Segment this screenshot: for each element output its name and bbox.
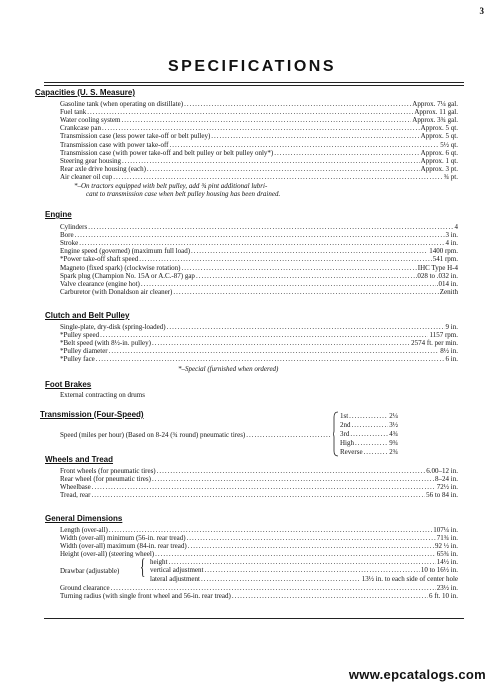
- dot-leader: [75, 231, 445, 239]
- clutch-row: [60, 347, 458, 355]
- dot-leader: [100, 331, 428, 339]
- gear-speed: 2¾: [389, 448, 398, 456]
- dot-leader: [141, 280, 436, 288]
- wheels-heading: Wheels and Tread: [45, 455, 114, 464]
- engine-row: [60, 264, 458, 272]
- transmission-speed-row: [60, 431, 332, 439]
- title-rule-bottom: [44, 85, 464, 86]
- gear-speed: 3½: [389, 421, 398, 429]
- engine-heading: Engine: [45, 210, 72, 219]
- dot-leader: [139, 255, 432, 263]
- dot-leader: [79, 239, 444, 247]
- engine-row: [60, 223, 458, 231]
- transmission-brace: [333, 411, 339, 457]
- dot-leader: [111, 584, 436, 592]
- drawbar-row: [150, 558, 458, 566]
- dot-leader: [232, 592, 428, 600]
- capacity-row: [60, 132, 458, 140]
- engine-value: 3 in.: [445, 231, 458, 240]
- dot-leader: [364, 448, 389, 456]
- capacity-row: [60, 141, 458, 149]
- dimension-label: Width (over-all) maximum (84-in. rear tread): [60, 542, 187, 551]
- page-number: 3: [479, 6, 484, 16]
- drawbar-label: Drawbar (adjustable): [60, 567, 120, 575]
- wheel-row: [60, 483, 458, 491]
- dot-leader: [182, 264, 417, 272]
- clutch-label: *Pulley diameter: [60, 347, 108, 356]
- dot-leader: [169, 141, 439, 149]
- clutch-value: 6 in.: [445, 355, 458, 364]
- capacity-row: [60, 108, 458, 116]
- engine-value: Zenith: [439, 287, 458, 296]
- dot-leader: [173, 288, 438, 296]
- dot-leader: [184, 100, 411, 108]
- engine-row: [60, 288, 458, 296]
- wheel-value: 72½ in.: [436, 483, 458, 492]
- drawbar-value: 14½ in.: [436, 558, 458, 566]
- dot-leader: [169, 558, 436, 566]
- gear-label: 1st: [340, 412, 349, 420]
- engine-value: .028 to .032 in.: [415, 271, 458, 280]
- wheel-label: Tread, rear: [60, 491, 91, 500]
- gear-speed: 9¾: [389, 439, 398, 447]
- clutch-value: 2574 ft. per min.: [411, 339, 458, 348]
- drawbar-label: height: [150, 558, 168, 566]
- capacity-row: [60, 165, 458, 173]
- wheel-value: 8–24 in.: [435, 475, 458, 484]
- dimension-value: 6 ft. 10 in.: [429, 592, 458, 601]
- gear-label: 3rd: [340, 430, 350, 438]
- wheel-value: 6.00–12 in.: [426, 467, 458, 475]
- dot-leader: [204, 566, 419, 574]
- dimension-value: 107¼ in.: [433, 526, 458, 534]
- clutch-label: Single-plate, dry-disk (spring-loaded): [60, 323, 166, 331]
- engine-label: Cylinders: [60, 223, 88, 231]
- capacity-label: Gasoline tank (when operating on distillate): [60, 100, 184, 108]
- gear-row: [340, 412, 398, 420]
- engine-value: 1400 rpm.: [429, 247, 458, 256]
- dimension-label: Ground clearance: [60, 584, 110, 592]
- wheel-value: 56 to 84 in.: [426, 491, 458, 500]
- dimension-value: 23½ in.: [436, 584, 458, 592]
- gear-row: [340, 430, 398, 438]
- capacity-value: Approx. 6 qt.: [420, 148, 458, 157]
- engine-row: [60, 272, 458, 280]
- engine-label: Spark plug (Champion No. 15A or A.C.-87) gap: [60, 271, 195, 280]
- transmission-heading: Transmission (Four-Speed): [40, 410, 144, 419]
- clutch-value: 1157 rpm.: [429, 331, 458, 340]
- capacity-value: Approx. 5 qt.: [420, 124, 458, 133]
- capacity-label: Rear axle drive housing (each): [60, 164, 146, 173]
- wheel-label: Rear wheel (for pneumatic tires): [60, 475, 151, 484]
- wheel-row: [60, 475, 458, 483]
- engine-label: Bore: [60, 231, 74, 240]
- dot-leader: [274, 149, 419, 157]
- dot-leader: [201, 575, 361, 583]
- dot-leader: [211, 132, 419, 140]
- foot-brakes-text: External contracting on drums: [60, 391, 145, 399]
- dot-leader: [167, 323, 445, 331]
- dot-leader: [191, 247, 428, 255]
- dot-leader: [355, 439, 388, 447]
- dot-leader: [113, 173, 443, 181]
- capacity-label: Water cooling system: [60, 116, 121, 125]
- dot-leader: [88, 223, 453, 231]
- engine-row: [60, 280, 458, 288]
- gear-label: Reverse: [340, 448, 363, 456]
- dot-leader: [121, 116, 411, 124]
- dimension-label: Turning radius (with single front wheel and 56-in. rear tread): [60, 592, 231, 601]
- dimension-value: 71¾ in.: [436, 534, 458, 543]
- capacity-value: 5½ qt.: [440, 140, 458, 149]
- capacity-value: Approx. 3¾ gal.: [412, 116, 458, 125]
- wheel-row: [60, 467, 458, 475]
- page-title: SPECIFICATIONS: [167, 58, 337, 75]
- capacity-label: Transmission case with power take-off: [60, 140, 169, 149]
- dimension-label: Width (over-all) minimum (56-in. rear tread): [60, 534, 186, 543]
- wheel-label: Wheelbase: [60, 483, 91, 492]
- clutch-label: *Pulley face: [60, 355, 95, 364]
- dimensions-heading: General Dimensions: [45, 514, 123, 523]
- engine-value: 4: [454, 223, 458, 231]
- engine-label: *Power take-off shaft speed: [60, 255, 139, 264]
- dot-leader: [87, 108, 413, 116]
- dot-leader: [350, 430, 388, 438]
- capacity-row: [60, 149, 458, 157]
- capacity-row: [60, 100, 458, 108]
- engine-value: 4 in.: [445, 239, 458, 248]
- watermark: www.epcatalogs.com: [348, 667, 486, 682]
- title-rule-top: [44, 82, 464, 83]
- dot-leader: [187, 534, 436, 542]
- capacity-value: Approx. 7¼ gal.: [412, 100, 458, 108]
- gear-speed: 2¼: [389, 412, 398, 420]
- clutch-value: 9 in.: [445, 323, 458, 331]
- capacity-value: ¾ pt.: [443, 172, 458, 181]
- dot-leader: [96, 355, 445, 363]
- dimension-label: Length (over-all): [60, 526, 108, 534]
- gear-label: High: [340, 439, 354, 447]
- dot-leader: [109, 526, 432, 534]
- dot-leader: [196, 272, 415, 280]
- dimension-value: 92 ½ in.: [435, 542, 458, 551]
- clutch-heading: Clutch and Belt Pulley: [45, 311, 130, 320]
- dot-leader: [157, 467, 426, 475]
- dot-leader: [92, 483, 436, 491]
- clutch-row: [60, 331, 458, 339]
- capacity-label: Crankcase pan: [60, 124, 102, 133]
- capacity-label: Air cleaner oil cup: [60, 172, 113, 181]
- wheel-label: Front wheels (for pneumatic tires): [60, 467, 156, 475]
- engine-value: IHC Type H-4: [417, 263, 458, 272]
- dimension-value: 65¾ in.: [436, 550, 458, 559]
- drawbar-label: lateral adjustment: [150, 574, 200, 583]
- gear-row: [340, 421, 398, 429]
- engine-value: .014 in.: [436, 279, 458, 288]
- clutch-row: [60, 339, 458, 347]
- transmission-speed-label: Speed (miles per hour) (Based on 8-24 (¾ round) pneumatic tires): [60, 431, 246, 439]
- engine-label: Valve clearance (engine hot): [60, 279, 140, 288]
- dot-leader: [102, 124, 420, 132]
- engine-label: Magneto (fixed spark) (clockwise rotation): [60, 263, 181, 272]
- engine-row: [60, 255, 458, 263]
- engine-value: 541 rpm.: [432, 255, 458, 264]
- capacity-label: Steering gear housing: [60, 156, 122, 165]
- dot-leader: [122, 157, 420, 165]
- wheel-row: [60, 491, 458, 499]
- capacity-value: Approx. 3 pt.: [420, 164, 458, 173]
- dot-leader: [352, 421, 389, 429]
- capacities-heading: Capacities (U. S. Measure): [35, 88, 136, 97]
- engine-label: Stroke: [60, 239, 79, 248]
- drawbar-label: vertical adjustment: [150, 566, 204, 575]
- dot-leader: [349, 412, 388, 420]
- clutch-label: *Pulley speed: [60, 331, 100, 340]
- clutch-row: [60, 323, 458, 331]
- drawbar-value: 13½ in. to each side of center hole: [361, 574, 458, 583]
- capacity-row: [60, 116, 458, 124]
- clutch-note: *–Special (furnished when ordered): [178, 365, 279, 373]
- drawbar-row: [150, 566, 458, 574]
- drawbar-brace: {: [140, 554, 146, 579]
- dot-leader: [188, 542, 434, 550]
- capacity-row: [60, 124, 458, 132]
- foot-brakes-heading: Foot Brakes: [45, 380, 92, 389]
- capacity-label: Transmission case (less power take-off or belt pulley): [60, 132, 211, 141]
- dimension-label: Height (over-all) (steering wheel): [60, 550, 155, 559]
- capacities-note-line2: cant to transmission case when belt pulley housing has been drained.: [86, 190, 281, 198]
- capacity-value: Approx. 11 gal.: [414, 108, 458, 117]
- engine-row: [60, 247, 458, 255]
- capacity-label: Fuel tank: [60, 108, 87, 117]
- drawbar-value: 10 to 16½ in.: [420, 566, 458, 575]
- engine-row: [60, 231, 458, 239]
- clutch-row: [60, 355, 458, 363]
- capacity-row: [60, 173, 458, 181]
- dot-leader: [109, 347, 440, 355]
- clutch-value: 8½ in.: [440, 347, 458, 356]
- engine-label: Carburetor (with Donaldson air cleaner): [60, 287, 173, 296]
- capacity-value: Approx. 1 qt.: [420, 156, 458, 165]
- capacity-label: Transmission case (with power take-off and belt pulley or belt pulley only*): [60, 148, 274, 157]
- gear-speed: 4¾: [389, 430, 398, 438]
- dimension-row: [60, 592, 458, 600]
- engine-label: Engine speed (governed) (maximum full load): [60, 247, 191, 256]
- dot-leader: [152, 339, 410, 347]
- bottom-rule: [44, 618, 464, 619]
- dimension-row: [60, 534, 458, 542]
- gear-label: 2nd: [340, 421, 351, 429]
- drawbar-row: [150, 575, 458, 583]
- gear-row: [340, 448, 398, 456]
- clutch-label: *Belt speed (with 8½-in. pulley): [60, 339, 151, 348]
- dot-leader: [91, 491, 425, 499]
- dimension-row: [60, 584, 458, 592]
- dot-leader: [152, 475, 434, 483]
- capacities-note-line1: *–On tractors equipped with belt pulley, add ¾ pint additional lubri-: [74, 182, 268, 190]
- capacity-row: [60, 157, 458, 165]
- engine-row: [60, 239, 458, 247]
- dimension-row: [60, 542, 458, 550]
- gear-row: [340, 439, 398, 447]
- dimension-row: [60, 526, 458, 534]
- dot-leader: [147, 165, 420, 173]
- capacity-value: Approx. 5 qt.: [420, 132, 458, 141]
